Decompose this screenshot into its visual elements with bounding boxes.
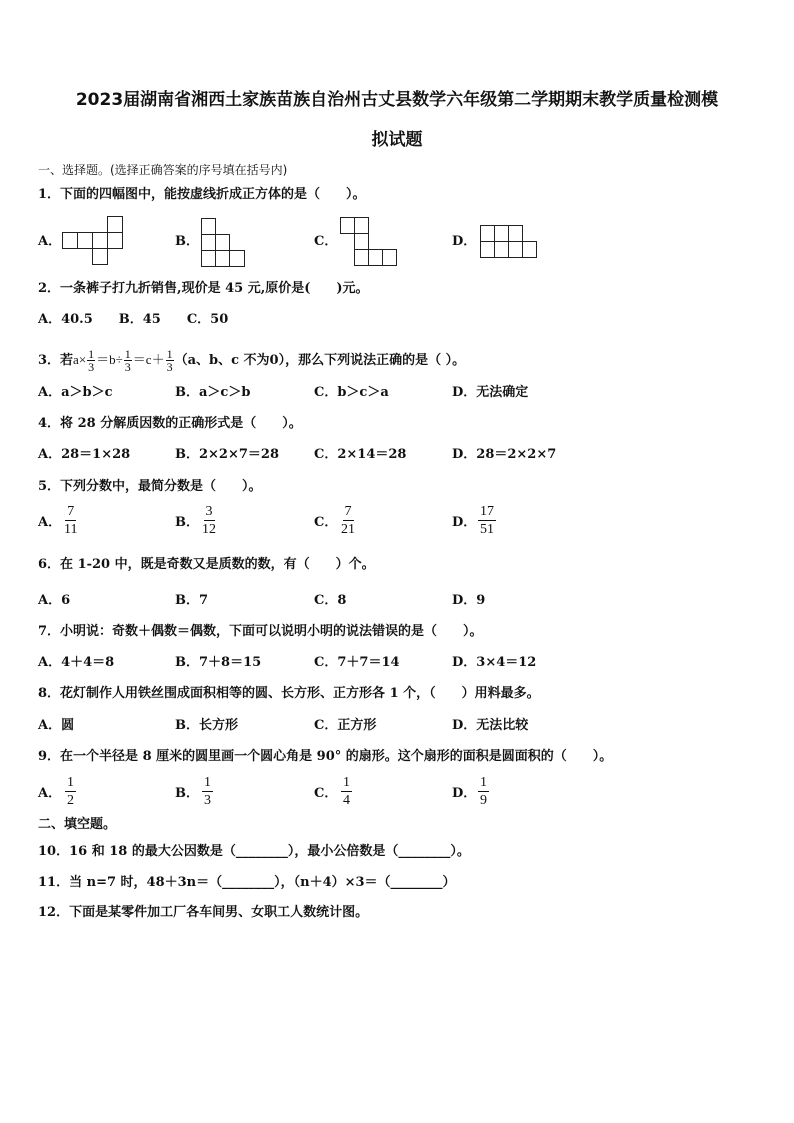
q9-b-num: 1 [204, 775, 211, 790]
q3-option-b: B．a＞c＞b [175, 385, 251, 400]
q3-line [38, 345, 465, 376]
q3-option-c: C．b＞c＞a [314, 385, 389, 400]
q4-option-d: D．28＝2×2×7 [452, 447, 557, 462]
q9-text: 9．在一个半径是 8 厘米的圆里画一个圆心角是 90° 的扇形。这个扇形的面积是圆面积的（ ）。 [38, 749, 613, 764]
q3-frac-3-num: 1 [166, 347, 173, 361]
q5-option-c-fraction [341, 504, 355, 537]
q5-d-den: 51 [480, 522, 494, 537]
q5-option-b-fraction [202, 504, 216, 537]
q1-option-b-label: B． [175, 234, 199, 249]
page-title-line2: 拟试题 [371, 130, 423, 150]
q1-text: 1．下面的四幅图中，能按虚线折成正方体的是（ ）。 [38, 187, 366, 202]
q1-net-d [480, 225, 540, 261]
q7-text: 7．小明说：奇数＋偶数＝偶数，下面可以说明小明的说法错误的是（ ）。 [38, 624, 483, 639]
q3-prefix: 3．若 [38, 353, 74, 368]
q8-text: 8．花灯制作人用铁丝围成面积相等的圆、长方形、正方形各 1 个，（ ）用料最多。 [38, 686, 540, 701]
q4-option-c: C．2×14＝28 [314, 447, 407, 462]
q3-frac-1 [87, 348, 95, 373]
q7-option-b: B．7＋8＝15 [175, 655, 262, 670]
q5-c-num: 7 [344, 504, 352, 519]
q9-d-num: 1 [480, 775, 487, 790]
q9-a-num: 1 [67, 775, 74, 790]
q6-text: 6．在 1-20 中，既是奇数又是质数的数，有（ ）个。 [38, 557, 375, 572]
q5-option-c-label: C． [314, 515, 338, 530]
q3-frac-2-num: 1 [124, 347, 131, 361]
q3-frac-1-den: 3 [88, 360, 95, 374]
q7-option-a: A．4＋4＝8 [38, 655, 115, 670]
q9-option-b-label: B． [175, 786, 199, 801]
q1-net-a [62, 215, 124, 265]
q5-option-a-label: A． [38, 515, 62, 530]
q5-b-den: 12 [202, 522, 216, 537]
q3-frac-1-num: 1 [88, 347, 95, 361]
q8-option-d: D．无法比较 [452, 718, 529, 733]
q1-option-d-label: D． [452, 234, 477, 249]
q3-expr-eq1: ＝b÷ [96, 352, 123, 367]
q9-option-a-label: A． [38, 786, 62, 801]
q3-expr-eq2: ＝c＋ [132, 352, 165, 367]
q8-option-a: A．圆 [38, 718, 75, 733]
q9-option-c-label: C． [314, 786, 338, 801]
q3-option-a: A．a＞b＞c [38, 385, 113, 400]
q6-option-c: C．8 [314, 593, 347, 608]
q7-option-d: D．3×4＝12 [452, 655, 537, 670]
q5-option-a-fraction [64, 504, 77, 537]
q9-d-den: 9 [480, 793, 487, 808]
q1-net-b [201, 218, 247, 268]
q9-b-den: 3 [204, 793, 211, 808]
q3-suffix: （a、b、c 不为0），那么下列说法正确的是（ ）。 [174, 353, 466, 368]
q10-text: 10．16 和 18 的最大公因数是（________），最小公倍数是（________）。 [38, 844, 470, 859]
q3-frac-3-den: 3 [166, 360, 173, 374]
q3-option-d: D．无法确定 [452, 385, 529, 400]
q1-net-c [340, 217, 400, 267]
q6-option-b: B．7 [175, 593, 209, 608]
q4-text: 4．将 28 分解质因数的正确形式是（ ）。 [38, 416, 302, 431]
q9-a-den: 2 [67, 793, 74, 808]
q6-option-d: D．9 [452, 593, 486, 608]
q5-a-num: 7 [67, 504, 75, 519]
section2-heading: 二、填空题。 [38, 817, 117, 832]
q12-text: 12．下面是某零件加工厂各车间男、女职工人数统计图。 [38, 905, 369, 920]
q8-option-c: C．正方形 [314, 718, 377, 733]
q5-option-b-label: B． [175, 515, 199, 530]
q9-option-a-fraction [65, 775, 76, 808]
q8-option-b: B．长方形 [175, 718, 238, 733]
q6-option-a: A．6 [38, 593, 71, 608]
q5-d-num: 17 [480, 504, 494, 519]
q9-option-b-fraction [202, 775, 213, 808]
section1-heading: 一、选择题。(选择正确答案的序号填在括号内) [38, 163, 288, 177]
q9-option-d-label: D． [452, 786, 477, 801]
q11-text: 11．当 n=7 时，48＋3n＝（________），（n＋4）×3＝（________） [38, 875, 456, 890]
q4-option-b: B．2×2×7＝28 [175, 447, 280, 462]
q9-c-num: 1 [343, 775, 350, 790]
q9-option-c-fraction [341, 775, 352, 808]
q9-c-den: 4 [343, 793, 350, 808]
q5-a-den: 11 [64, 522, 78, 537]
q5-option-d-fraction [478, 504, 496, 537]
q3-frac-3 [166, 348, 174, 373]
page-title-line1: 2023届湖南省湘西土家族苗族自治州古丈县数学六年级第二学期期末教学质量检测模 [75, 90, 719, 110]
q5-option-d-label: D． [452, 515, 477, 530]
q5-c-den: 21 [341, 522, 355, 537]
q3-frac-2-den: 3 [124, 360, 131, 374]
q9-option-d-fraction [478, 775, 489, 808]
q1-option-a-label: A． [38, 234, 62, 249]
q3-frac-2 [124, 348, 132, 373]
q2-text: 2．一条裤子打九折销售,现价是 45 元,原价是( )元。 [38, 281, 369, 296]
q4-option-a: A．28＝1×28 [38, 447, 131, 462]
q2-options: A．40.5 B．45 C．50 [38, 312, 229, 327]
q1-option-c-label: C． [314, 234, 338, 249]
q3-expr-a: a× [73, 352, 87, 367]
q5-b-num: 3 [205, 504, 213, 519]
q5-text: 5．下列分数中，最简分数是（ ）。 [38, 479, 262, 494]
q7-option-c: C．7＋7＝14 [314, 655, 400, 670]
